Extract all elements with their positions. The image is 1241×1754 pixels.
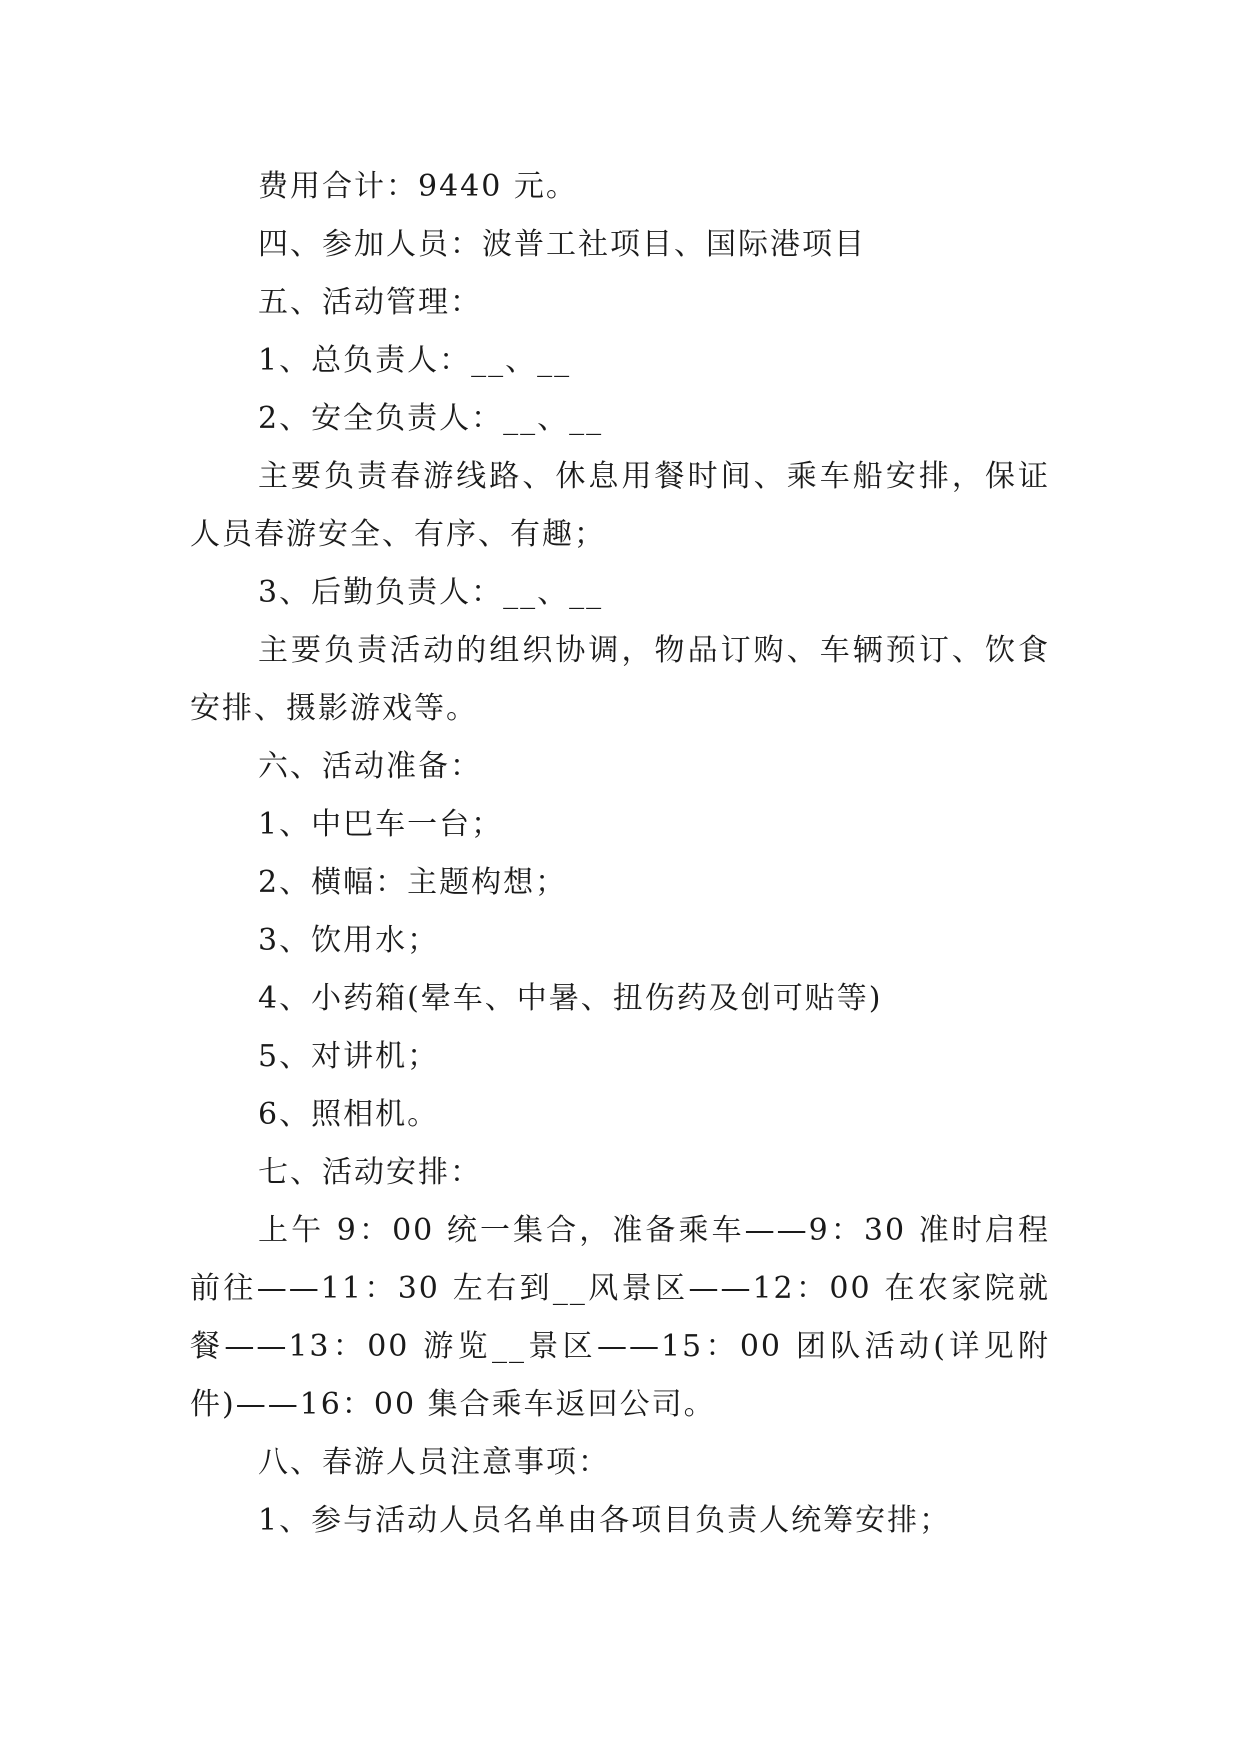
list-item-camera: 6、照相机。 <box>258 1097 440 1132</box>
list-item-bus: 1、中巴车一台； <box>258 807 504 842</box>
schedule-paragraph: 上午 9：00 统一集合，准备乘车——9：30 准时启程前往——11：30 左右到__风景区——12：00 在农家院就餐——13：00 游览__景区——15：00 团队活动(详见附件)——16：00 集合乘车返回公司。 <box>190 1213 1050 1422</box>
list-item-walkie-talkie: 5、对讲机； <box>258 1039 440 1074</box>
list-item-safety-lead: 2、安全负责人：__、__ <box>258 401 604 436</box>
list-item-participant-list: 1、参与活动人员名单由各项目负责人统筹安排； <box>258 1503 952 1538</box>
list-item-general-lead: 1、总负责人：__、__ <box>258 343 572 378</box>
safety-lead-duties: 主要负责春游线路、休息用餐时间、乘车船安排，保证人员春游安全、有序、有趣； <box>190 459 1050 552</box>
list-item-water: 3、饮用水； <box>258 923 440 958</box>
document-body <box>190 158 1050 1550</box>
section-heading-schedule: 七、活动安排： <box>258 1155 482 1190</box>
section-participants: 四、参加人员：波普工社项目、国际港项目 <box>258 227 866 262</box>
section-heading-preparation: 六、活动准备： <box>258 749 482 784</box>
section-heading-management: 五、活动管理： <box>258 285 482 320</box>
total-cost-line: 费用合计：9440 元。 <box>258 169 578 204</box>
section-heading-notes: 八、春游人员注意事项： <box>258 1445 610 1480</box>
logistics-lead-duties: 主要负责活动的组织协调，物品订购、车辆预订、饮食安排、摄影游戏等。 <box>190 633 1050 726</box>
list-item-logistics-lead: 3、后勤负责人：__、__ <box>258 575 604 610</box>
list-item-medicine-kit: 4、小药箱(晕车、中暑、扭伤药及创可贴等) <box>258 981 883 1016</box>
list-item-banner: 2、横幅：主题构想； <box>258 865 568 900</box>
